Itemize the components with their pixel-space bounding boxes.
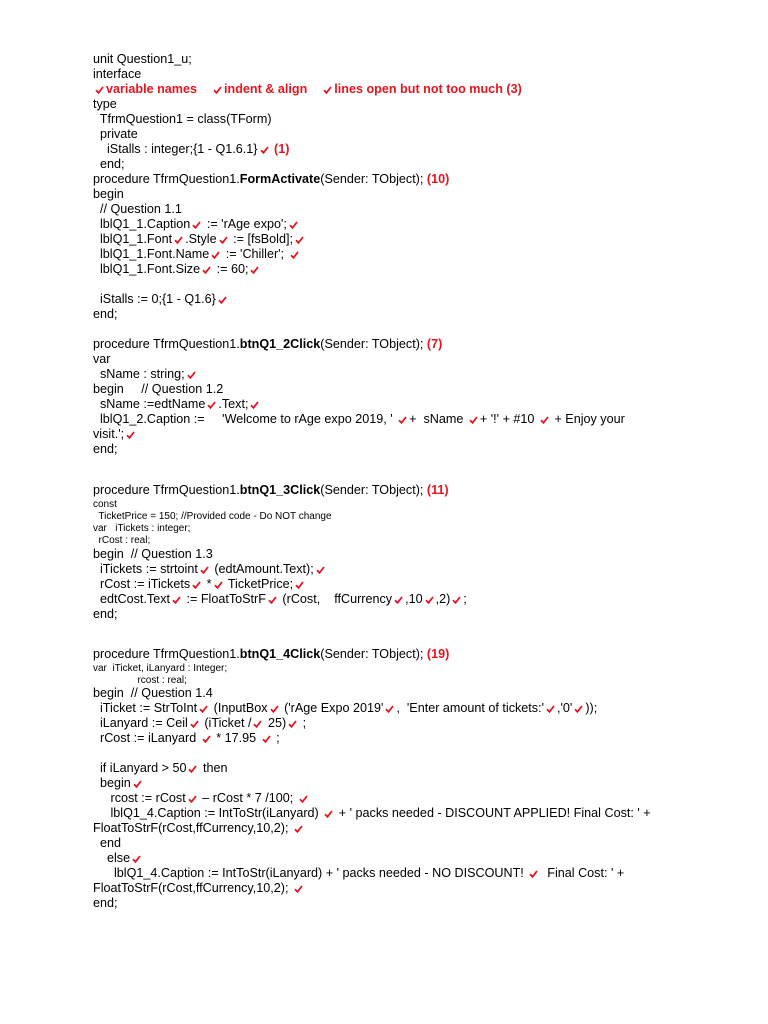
code-text: rCost : real; — [93, 535, 151, 546]
code-text: sName :=edtName — [93, 397, 206, 411]
code-text: // Question 1.1 — [93, 202, 182, 216]
code-line — [93, 217, 300, 232]
code-text: lblQ1_1.Font — [93, 232, 173, 246]
code-line — [93, 791, 310, 806]
check-mark-icon — [289, 221, 298, 229]
code-text: edtCost.Text — [93, 592, 170, 606]
code-text: , 'Enter amount of tickets:' — [396, 701, 545, 715]
check-mark-icon — [294, 885, 303, 893]
code-text: iTicket := StrToInt — [93, 701, 198, 715]
check-mark-icon — [469, 416, 478, 424]
code-line — [93, 397, 261, 412]
code-line — [93, 511, 332, 523]
code-text: const — [93, 499, 117, 510]
code-line — [93, 97, 117, 112]
criteria-variable-names: variable names — [106, 82, 198, 96]
check-mark-icon — [290, 251, 299, 259]
criteria-indent-align: indent & align — [224, 82, 308, 96]
code-text: type — [93, 97, 117, 111]
check-mark-icon — [207, 401, 216, 409]
code-text: interface — [93, 67, 142, 81]
check-mark-icon — [288, 720, 297, 728]
code-text: var iTickets : integer; — [93, 523, 191, 534]
code-text: ,'0' — [557, 701, 573, 715]
code-text: 25) — [264, 716, 287, 730]
code-text: + '!' + #10 — [479, 412, 535, 426]
code-text: * — [203, 577, 212, 591]
code-text: procedure TfrmQuestion1. — [93, 172, 240, 186]
code-line — [93, 577, 306, 592]
code-text: lblQ1_1.Font.Size — [93, 262, 201, 276]
code-text: ; — [272, 731, 280, 745]
check-mark-icon — [394, 596, 403, 604]
procedure-name: btnQ1_2Click — [239, 337, 321, 351]
code-line — [93, 716, 306, 731]
check-mark-icon — [188, 765, 197, 773]
check-mark-icon — [174, 236, 183, 244]
code-text: else — [93, 851, 131, 865]
check-mark-icon — [213, 86, 222, 94]
check-mark-icon — [200, 566, 209, 574]
code-text: rCost := iLanyard — [93, 731, 197, 745]
check-mark-icon — [295, 581, 304, 589]
code-text: (edtAmount.Text); — [210, 562, 314, 576]
procedure-header — [93, 483, 449, 498]
check-mark-icon — [260, 146, 269, 154]
code-text: end; — [93, 442, 118, 456]
mark-value: (11) — [426, 483, 449, 497]
code-line — [93, 731, 280, 746]
code-text: end; — [93, 607, 118, 621]
code-line — [93, 247, 301, 262]
code-line — [93, 427, 137, 442]
check-mark-icon — [187, 371, 196, 379]
check-mark-icon — [132, 855, 141, 863]
code-text: * 17.95 — [212, 731, 257, 745]
check-mark-icon — [199, 705, 208, 713]
code-line — [93, 607, 118, 622]
code-line — [93, 367, 198, 382]
check-mark-icon — [546, 705, 555, 713]
check-mark-icon — [250, 266, 259, 274]
code-text: := 'rAge expo'; — [203, 217, 287, 231]
code-text: (rCost, ffCurrency — [278, 592, 393, 606]
check-mark-icon — [452, 596, 461, 604]
code-line — [93, 232, 306, 247]
code-line — [93, 187, 124, 202]
code-line — [93, 776, 144, 791]
code-text: (Sender: TObject); — [320, 337, 427, 351]
code-line — [93, 881, 305, 896]
check-mark-icon — [295, 236, 304, 244]
check-mark-icon — [172, 596, 181, 604]
code-line — [93, 821, 305, 836]
check-mark-icon — [385, 705, 394, 713]
check-mark-icon — [268, 596, 277, 604]
code-line — [93, 262, 261, 277]
code-text: end — [93, 836, 122, 850]
code-text: (Sender: TObject); — [320, 647, 427, 661]
code-text: (Sender: TObject); — [320, 483, 427, 497]
code-line — [93, 701, 597, 716]
code-text: begin — [93, 776, 131, 790]
mark-value: (19) — [426, 647, 450, 661]
code-text: (iTicket / — [200, 716, 252, 730]
check-mark-icon — [323, 86, 332, 94]
check-mark-icon — [262, 735, 271, 743]
procedure-name: btnQ1_3Click — [239, 483, 321, 497]
procedure-header — [93, 172, 449, 187]
code-text: visit.'; — [93, 427, 125, 441]
code-line — [93, 382, 223, 397]
check-mark-icon — [214, 581, 223, 589]
code-line — [93, 836, 121, 851]
code-text: var — [93, 352, 111, 366]
code-text: .Text; — [218, 397, 249, 411]
code-text: Final Cost: ' + — [540, 866, 625, 880]
code-line — [93, 535, 150, 547]
check-mark-icon — [425, 596, 434, 604]
code-line — [93, 562, 327, 577]
code-text: := 60; — [213, 262, 249, 276]
code-text: (Sender: TObject); — [320, 172, 427, 186]
check-mark-icon — [190, 720, 199, 728]
code-line — [93, 592, 467, 607]
code-text: lblQ1_4.Caption := IntToStr(iLanyard) + ' packs needed - NO DISCOUNT! — [93, 866, 524, 880]
code-text: lblQ1_2.Caption := 'Welcome to rAge expo 2019, ' — [93, 412, 393, 426]
code-text: sName : string; — [93, 367, 185, 381]
code-text: := 'Chiller'; — [222, 247, 285, 261]
code-line — [93, 157, 125, 172]
check-mark-icon — [211, 251, 220, 259]
code-text: := FloatToStrF — [183, 592, 266, 606]
code-line — [93, 52, 192, 67]
code-text: + Enjoy your — [554, 412, 625, 426]
code-line — [93, 412, 625, 427]
mark-value: (7) — [426, 337, 443, 351]
code-text: procedure TfrmQuestion1. — [93, 483, 240, 497]
code-line — [93, 442, 118, 457]
code-text: iTickets := strtoint — [93, 562, 198, 576]
check-mark-icon — [316, 566, 325, 574]
code-text: iStalls := 0;{1 - Q1.6} — [93, 292, 216, 306]
code-line — [93, 663, 227, 675]
code-line — [93, 523, 190, 535]
check-mark-icon — [250, 401, 259, 409]
code-text: if iLanyard > 50 — [93, 761, 187, 775]
code-text: ('rAge Expo 2019' — [280, 701, 384, 715]
check-mark-icon — [294, 825, 303, 833]
code-text: begin // Question 1.2 — [93, 382, 224, 396]
code-text: – rCost * 7 /100; — [198, 791, 294, 805]
code-text: ; — [299, 716, 307, 730]
code-text: TicketPrice; — [224, 577, 294, 591]
check-mark-icon — [398, 416, 407, 424]
check-mark-icon — [133, 780, 142, 788]
code-text: FloatToStrF(rCost,ffCurrency,10,2); — [93, 821, 289, 835]
procedure-header — [93, 337, 442, 352]
code-text: begin // Question 1.4 — [93, 686, 213, 700]
code-line — [93, 547, 213, 562]
check-mark-icon — [126, 431, 135, 439]
procedure-name: FormActivate — [239, 172, 321, 186]
code-text: TicketPrice = 150; //Provided code - Do NOT change — [93, 511, 332, 522]
check-mark-icon — [574, 705, 583, 713]
code-text: var iTicket, iLanyard : Integer; — [93, 663, 228, 674]
check-mark-icon — [253, 720, 262, 728]
mark-value: (1) — [274, 142, 290, 156]
code-text: begin — [93, 187, 124, 201]
check-mark-icon — [299, 795, 308, 803]
code-text: iLanyard := Ceil — [93, 716, 188, 730]
code-text: procedure TfrmQuestion1. — [93, 647, 240, 661]
check-mark-icon — [95, 86, 104, 94]
code-text: end; — [93, 896, 118, 910]
check-mark-icon — [218, 296, 227, 304]
code-text: then — [199, 761, 228, 775]
code-text: lblQ1_1.Caption — [93, 217, 191, 231]
code-line — [93, 806, 651, 821]
code-text: ; — [463, 592, 467, 606]
code-line — [93, 112, 272, 127]
code-text: )); — [585, 701, 598, 715]
code-line — [93, 67, 141, 82]
code-text: rCost := iTickets — [93, 577, 191, 591]
code-text: TfrmQuestion1 = class(TForm) — [93, 112, 272, 126]
code-text: unit Question1_u; — [93, 52, 192, 66]
check-mark-icon — [540, 416, 549, 424]
code-line — [93, 202, 182, 217]
code-text: rcost := rCost — [93, 791, 186, 805]
code-text: procedure TfrmQuestion1. — [93, 337, 240, 351]
code-text: end; — [93, 157, 125, 171]
code-text: rcost : real; — [93, 675, 187, 686]
check-mark-icon — [219, 236, 228, 244]
check-mark-icon — [192, 581, 201, 589]
code-text: lblQ1_1.Font.Name — [93, 247, 210, 261]
procedure-name: btnQ1_4Click — [239, 647, 321, 661]
code-text: begin // Question 1.3 — [93, 547, 213, 561]
check-mark-icon — [202, 735, 211, 743]
code-line — [93, 352, 111, 367]
code-line — [93, 127, 138, 142]
code-text: private — [93, 127, 138, 141]
code-text: + sName — [409, 412, 464, 426]
code-text: FloatToStrF(rCost,ffCurrency,10,2); — [93, 881, 289, 895]
code-line — [93, 142, 289, 157]
code-text: ,2) — [435, 592, 451, 606]
code-line — [93, 292, 229, 307]
check-mark-icon — [188, 795, 197, 803]
code-text: .Style — [185, 232, 217, 246]
code-line — [93, 761, 227, 776]
mark-value: (10) — [426, 172, 450, 186]
code-text: := [fsBold]; — [229, 232, 293, 246]
check-mark-icon — [529, 870, 538, 878]
code-line — [93, 896, 118, 911]
code-line — [93, 866, 624, 881]
code-text: iStalls : integer;{1 - Q1.6.1} — [93, 142, 258, 156]
code-line — [93, 499, 117, 511]
code-line — [93, 307, 118, 322]
check-mark-icon — [192, 221, 201, 229]
check-mark-icon — [324, 810, 333, 818]
code-line — [93, 686, 213, 701]
procedure-header — [93, 647, 449, 662]
code-text: lblQ1_4.Caption := IntToStr(iLanyard) — [93, 806, 319, 820]
check-mark-icon — [270, 705, 279, 713]
code-text: (InputBox — [210, 701, 268, 715]
code-line — [93, 851, 143, 866]
code-text: ,10 — [405, 592, 423, 606]
code-text: end; — [93, 307, 118, 321]
criteria-lines-open: lines open but not too much (3) — [334, 82, 522, 96]
marking-criteria-line — [93, 82, 522, 97]
check-mark-icon — [202, 266, 211, 274]
code-text: + ' packs needed - DISCOUNT APPLIED! Final Cost: ' + — [335, 806, 651, 820]
